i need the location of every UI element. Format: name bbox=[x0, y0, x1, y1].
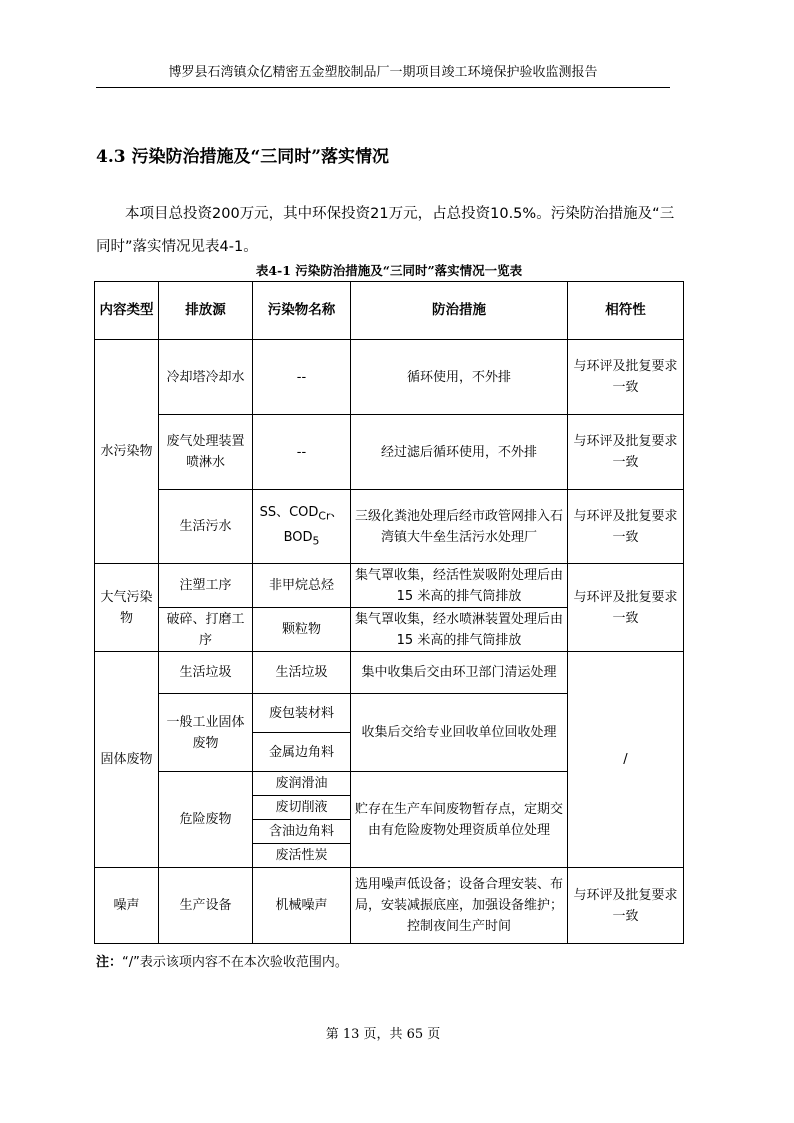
pollutant-cell: 废润滑油 bbox=[253, 772, 351, 796]
source-cell: 破碎、打磨工序 bbox=[159, 608, 253, 652]
note-text: “/”表示该项内容不在本次验收范围内。 bbox=[122, 955, 348, 970]
compliance-cell: 与环评及批复要求一致 bbox=[568, 415, 684, 490]
body-paragraph: 本项目总投资200万元，其中环保投资21万元，占总投资10.5%。污染防治措施及“三同时”落实情况见表4-1。 bbox=[96, 206, 675, 255]
compliance-cell: / bbox=[568, 652, 684, 868]
category-air: 大气污染物 bbox=[95, 564, 159, 652]
page-number: 第 13 页，共 65 页 bbox=[325, 1027, 441, 1042]
header-measure: 防治措施 bbox=[351, 282, 568, 340]
measure-cell: 集气罩收集，经活性炭吸附处理后由 15 米高的排气筒排放 bbox=[351, 564, 568, 608]
source-cell: 一般工业固体废物 bbox=[159, 694, 253, 772]
pollutant-cell: 机械噪声 bbox=[253, 868, 351, 944]
category-water: 水污染物 bbox=[95, 340, 159, 564]
pollutant-cell: 非甲烷总烃 bbox=[253, 564, 351, 608]
source-cell: 注塑工序 bbox=[159, 564, 253, 608]
pollutant-cell: 含油边角料 bbox=[253, 820, 351, 844]
category-noise: 噪声 bbox=[95, 868, 159, 944]
source-cell: 生活污水 bbox=[159, 490, 253, 564]
pollutant-cell: 生活垃圾 bbox=[253, 652, 351, 694]
source-cell: 冷却塔冷却水 bbox=[159, 340, 253, 415]
measure-cell: 收集后交给专业回收单位回收处理 bbox=[351, 694, 568, 772]
category-solid: 固体废物 bbox=[95, 652, 159, 868]
source-cell: 废气处理装置喷淋水 bbox=[159, 415, 253, 490]
pollutant-cell: SS、$COD_{Cr}$、$BOD_5$ bbox=[253, 490, 351, 564]
compliance-cell: 与环评及批复要求一致 bbox=[568, 564, 684, 652]
compliance-cell: 与环评及批复要求一致 bbox=[568, 490, 684, 564]
note-label: 注： bbox=[96, 955, 123, 970]
table-row bbox=[95, 652, 684, 694]
table-row bbox=[95, 340, 684, 415]
table-caption: 表4-1 污染防治措施及“三同时”落实情况一览表 bbox=[255, 263, 523, 278]
table-header-row bbox=[95, 282, 684, 340]
header-pollutant: 污染物名称 bbox=[253, 282, 351, 340]
source-cell: 危险废物 bbox=[159, 772, 253, 868]
table-note bbox=[96, 953, 348, 973]
compliance-cell: 与环评及批复要求一致 bbox=[568, 868, 684, 944]
header-category: 内容类型 bbox=[95, 282, 159, 340]
table-row bbox=[95, 490, 684, 564]
pollutant-cell: -- bbox=[253, 340, 351, 415]
pollutant-cell: 颗粒物 bbox=[253, 608, 351, 652]
pollutant-cell: -- bbox=[253, 415, 351, 490]
pollutant-cell: 金属边角料 bbox=[253, 733, 351, 772]
compliance-cell: 与环评及批复要求一致 bbox=[568, 340, 684, 415]
measure-cell: 集中收集后交由环卫部门清运处理 bbox=[351, 652, 568, 694]
pollutant-cell: 废切削液 bbox=[253, 796, 351, 820]
page-header: 博罗县石湾镇众亿精密五金塑胶制品厂一期项目竣工环境保护验收监测报告 bbox=[168, 65, 598, 80]
header-source: 排放源 bbox=[159, 282, 253, 340]
source-cell: 生产设备 bbox=[159, 868, 253, 944]
source-cell: 生活垃圾 bbox=[159, 652, 253, 694]
measure-cell: 经过滤后循环使用，不外排 bbox=[351, 415, 568, 490]
measure-cell: 三级化粪池处理后经市政管网排入石湾镇大牛垒生活污水处理厂 bbox=[351, 490, 568, 564]
pollution-measures-table bbox=[94, 281, 684, 944]
measure-cell: 贮存在生产车间废物暂存点，定期交由有危险废物处理资质单位处理 bbox=[351, 772, 568, 868]
table-row bbox=[95, 564, 684, 608]
table-row bbox=[95, 415, 684, 490]
pollutant-cell: 废包装材料 bbox=[253, 694, 351, 733]
measure-cell: 选用噪声低设备；设备合理安装、布局，安装减振底座，加强设备维护；控制夜间生产时间 bbox=[351, 868, 568, 944]
header-compliance: 相符性 bbox=[568, 282, 684, 340]
measure-cell: 循环使用，不外排 bbox=[351, 340, 568, 415]
table-row bbox=[95, 868, 684, 944]
section-title: 4.3 污染防治措施及“三同时”落实情况 bbox=[96, 147, 390, 167]
pollutant-cell: 废活性炭 bbox=[253, 844, 351, 868]
measure-cell: 集气罩收集，经水喷淋装置处理后由 15 米高的排气筒排放 bbox=[351, 608, 568, 652]
header-rule bbox=[96, 87, 670, 88]
